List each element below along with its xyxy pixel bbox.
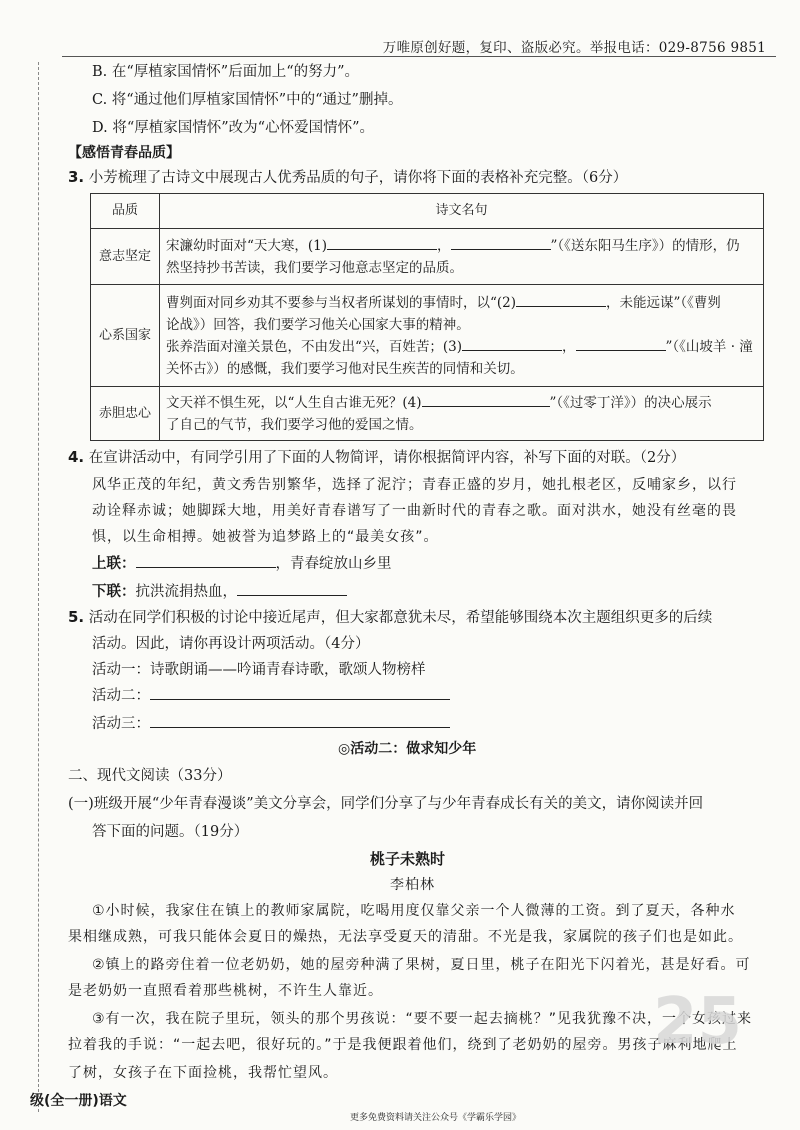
article-paragraph: 果相继成熟，可我只能体会夏日的燥热，无法享受夏天的清甜。不光是我，家属院的孩子们也是如此。 bbox=[68, 929, 743, 945]
quality-label: 意志坚定 bbox=[91, 229, 160, 285]
question-stem-cont: 活动。因此，请你再设计两项活动。（4分） bbox=[92, 636, 370, 652]
part-title: 二、现代文阅读（33分） bbox=[68, 768, 232, 784]
question-number: 4. bbox=[68, 448, 85, 466]
question-number: 5. bbox=[68, 608, 85, 626]
question-3 bbox=[68, 166, 627, 187]
answer-blank-1b[interactable] bbox=[451, 235, 551, 250]
couplet-upper: 上联： ，青春绽放山乡里 bbox=[92, 552, 392, 573]
option-d: D. 将“厚植家国情怀”改为“心怀爱国情怀”。 bbox=[92, 120, 374, 136]
article-paragraph: ②镇上的路旁住着一位老奶奶，她的屋旁种满了果树，夏日里，桃子在阳光下闪着光，甚是好看。可 bbox=[92, 957, 751, 973]
article-author: 李柏林 bbox=[390, 877, 435, 893]
question-number: 3. bbox=[68, 168, 85, 186]
upper-couplet-blank[interactable] bbox=[136, 553, 276, 568]
part-intro: (一)班级开展“少年青春漫谈”美文分享会，同学们分享了与少年青春成长有关的美文，请你阅读并回 bbox=[68, 796, 704, 812]
poetry-table bbox=[90, 193, 764, 441]
table-header-quality: 品质 bbox=[91, 194, 160, 229]
copyright-notice: 万唯原创好题，复印、盗版必究。举报电话：029-8756 9851 bbox=[382, 40, 766, 56]
quality-label: 赤胆忠心 bbox=[91, 387, 160, 441]
part-intro-cont: 答下面的问题。（19分） bbox=[92, 824, 249, 840]
answer-blank-2[interactable] bbox=[516, 292, 606, 307]
article-paragraph: 是老奶奶一直照看着那些桃树，不许生人靠近。 bbox=[68, 983, 383, 999]
table-cell: 宋濂幼时面对“天大寒，(1) ， ”（《送东阳马生序》）的情形，仍 然坚持抄书苦读，我们要学习他意志坚定的品质。 bbox=[160, 229, 764, 285]
activity-two-blank[interactable] bbox=[150, 685, 450, 700]
question-4 bbox=[68, 446, 685, 467]
activity-one: 活动一：诗歌朗诵——吟诵青春诗歌，歌颂人物榜样 bbox=[92, 662, 426, 678]
table-header-lines: 诗文名句 bbox=[160, 194, 764, 229]
question-stem: 在宣讲活动中，有同学引用了下面的人物简评，请你根据简评内容，补写下面的对联。（2分） bbox=[88, 450, 686, 466]
character-review-line: 惧，以生命相搏。她被誉为追梦路上的“最美女孩”。 bbox=[92, 529, 439, 545]
section-title-youth-quality: 【感悟青春品质】 bbox=[68, 145, 180, 161]
couplet-lower: 下联：抗洪流捐热血， bbox=[92, 580, 347, 601]
article-title: 桃子未熟时 bbox=[370, 850, 446, 868]
footer-promo: 更多免费资料请关注公众号《学霸乐学园》 bbox=[350, 1113, 522, 1123]
answer-blank-1a[interactable] bbox=[327, 235, 437, 250]
option-b: B. 在“厚植家国情怀”后面加上“的努力”。 bbox=[92, 64, 360, 80]
binding-dashed-line bbox=[38, 62, 39, 1112]
article-paragraph: 拉着我的手说：“一起去吧，很好玩的。”于是我便跟着他们，绕到了老奶奶的屋旁。男孩子麻利地爬上 bbox=[68, 1037, 738, 1053]
activity-three: 活动三： bbox=[92, 712, 450, 733]
lower-couplet-blank[interactable] bbox=[237, 581, 347, 596]
answer-blank-3a[interactable] bbox=[462, 336, 562, 351]
question-5 bbox=[68, 606, 712, 627]
article-paragraph: ③有一次，我在院子里玩，领头的那个男孩说：“要不要一起去摘桃？”见我犹豫不决，一个女孩过来 bbox=[92, 1011, 753, 1027]
quality-label: 心系国家 bbox=[91, 285, 160, 387]
table-cell: 曹刿面对同乡劝其不要参与当权者所谋划的事情时，以“(2) ，未能远谋”（《曹刿 论战》）回答，我们要学习他关心国家大事的精神。 张养浩面对潼关景色，不由发出“兴，百姓苦；(3) ， ”（《山坡羊 · 潼 关怀古》）的感慨，我们要学习他对民生疾苦的同情和关切。 bbox=[160, 285, 764, 387]
article-paragraph: 了树，女孩子在下面捡桃，我帮忙望风。 bbox=[68, 1065, 338, 1081]
activity-two: 活动二： bbox=[92, 684, 450, 705]
activity-three-blank[interactable] bbox=[150, 713, 450, 728]
page-number: 25 bbox=[652, 985, 742, 1059]
book-label: 级(全一册)语文 bbox=[30, 1093, 127, 1109]
table-cell: 文天祥不惧生死，以“人生自古谁无死？(4) ”（《过零丁洋》）的决心展示 了自己的气节，我们要学习他的爱国之情。 bbox=[160, 387, 764, 441]
question-stem: 活动在同学们积极的讨论中接近尾声，但大家都意犹未尽，希望能够围绕本次主题组织更多的后续 bbox=[88, 610, 713, 626]
table-row bbox=[91, 387, 764, 441]
header-rule bbox=[62, 56, 776, 57]
article-paragraph: ①小时候，我家住在镇上的教师家属院，吃喝用度仅靠父亲一个人微薄的工资。到了夏天，各种水 bbox=[92, 903, 736, 919]
question-stem: 小芳梳理了古诗文中展现古人优秀品质的句子，请你将下面的表格补充完整。（6分） bbox=[88, 170, 628, 186]
character-review-line: 风华正茂的年纪，黄文秀告别繁华，选择了泥泞；青春正盛的岁月，她扎根老区，反哺家乡，以行 bbox=[92, 477, 737, 493]
table-row bbox=[91, 229, 764, 285]
answer-blank-4[interactable] bbox=[422, 392, 550, 407]
character-review-line: 动诠释赤诚；她脚踩大地，用美好青春谱写了一曲新时代的青春之歌。面对洪水，她没有丝毫的畏 bbox=[92, 503, 737, 519]
option-c: C. 将“通过他们厚植家国情怀”中的“通过”删掉。 bbox=[92, 92, 403, 108]
activity-heading: ◎活动二：做求知少年 bbox=[338, 741, 477, 757]
answer-blank-3b[interactable] bbox=[576, 336, 666, 351]
table-row bbox=[91, 285, 764, 387]
